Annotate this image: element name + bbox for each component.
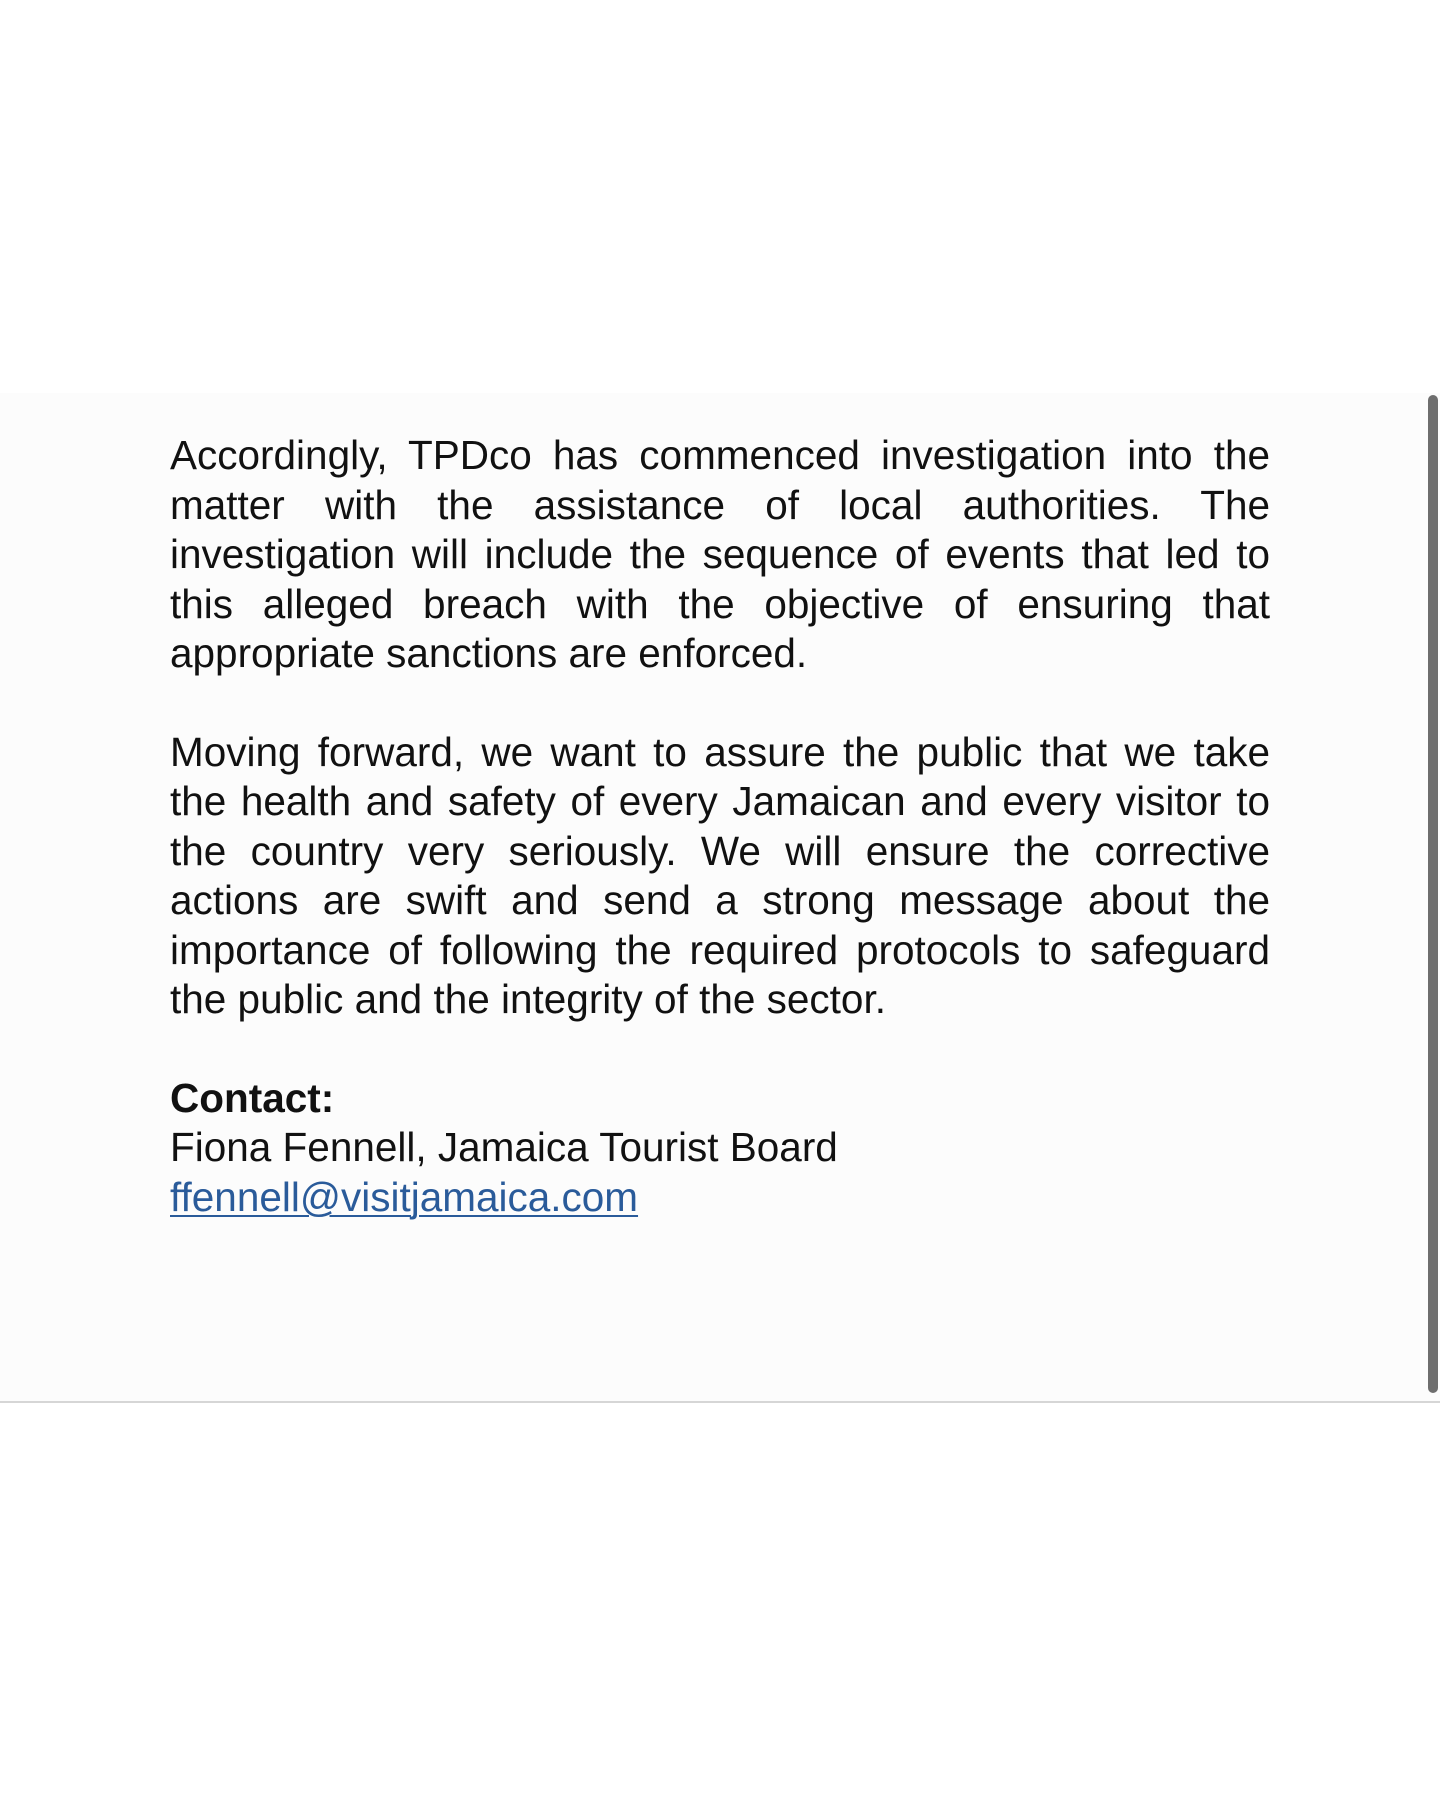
contact-name: Fiona Fennell, Jamaica Tourist Board <box>170 1124 838 1170</box>
document-body <box>170 431 1270 1222</box>
paragraph-moving-forward: Moving forward, we want to assure the public that we take the health and safety of every Jamaican and every visitor to the country very seriously. We will ensure the corrective actions are swift and send a strong message about the importance of following the required protocols to safeguard the public and the integrity of the sector. <box>170 728 1270 1022</box>
paragraph-investigation: Accordingly, TPDco has commenced investigation into the matter with the assistance of local authorities. The investigation will include the sequence of events that led to this alleged breach with the objective of ensuring that appropriate sanctions are enforced. <box>170 432 1270 676</box>
vertical-scrollbar[interactable] <box>1424 393 1440 1399</box>
document-viewer[interactable] <box>0 393 1440 1403</box>
contact-block <box>170 1074 1270 1223</box>
contact-email-link[interactable]: ffennell@visitjamaica.com <box>170 1173 639 1220</box>
contact-heading: Contact: <box>170 1074 335 1121</box>
scrollbar-thumb[interactable] <box>1428 395 1438 1393</box>
